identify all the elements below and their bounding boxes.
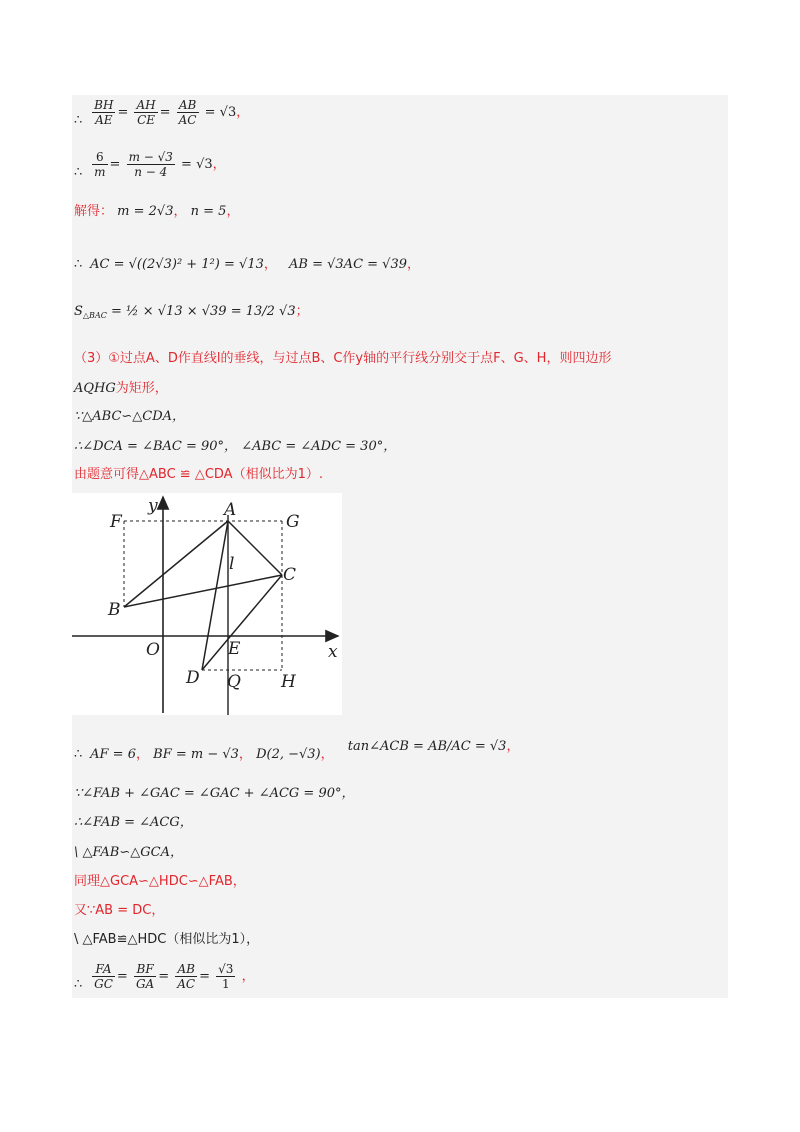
label-l: l (229, 554, 235, 574)
eq-line-11: ∴ AF = 6， BF = m − √3， D(2, −√3)， tan∠ACB = AB/AC = √3， (74, 739, 520, 762)
eq-line-5: $S_{\triangle BAC}$ = ½ × √13 × √39 = 13/2 √3； (74, 304, 309, 320)
coordinate-figure (72, 493, 342, 715)
label-d: D (186, 668, 200, 688)
eq-line-3: 解得： m = 2√3， n = 5， (74, 204, 240, 219)
label-o: O (146, 640, 160, 660)
seg-ab (124, 521, 228, 607)
label-c: C (283, 565, 297, 585)
text-line-9: ∴∠DCA = ∠BAC = 90°， ∠ABC = ∠ADC = 30°， (74, 439, 397, 454)
text-line-17: \ △FAB≌△HDC（相似比为1）， (74, 932, 260, 947)
text-line-6: （3）①过点A、D作直线l的垂线，与过点B、C作y轴的平行线分别交于点F、G、H，则四边形 (74, 351, 612, 366)
text-line-14: \ △FAB∽△GCA， (74, 845, 183, 860)
text-line-16: 又∵AB = DC， (74, 903, 165, 918)
label-q: Q (227, 672, 241, 692)
text-line-10: 由题意可得△ABC ≌ △CDA（相似比为1）. (74, 467, 323, 482)
label-x: x (328, 642, 338, 662)
eq-line-2: ∴ $\frac{6}{m}$ = $\frac{m - √3}{n - 4}$ = √3， (74, 150, 226, 180)
text-line-12: ∵∠FAB + ∠GAC = ∠GAC + ∠ACG = 90°， (74, 786, 355, 801)
text-line-13: ∴∠FAB = ∠ACG， (74, 815, 193, 830)
label-b: B (108, 600, 121, 620)
eq-line-18: ∴ $\frac{FA}{GC}$ = $\frac{BF}{GA}$ = $\frac{AB}{AC}$ = $\frac{√3}{1}$ ， (74, 962, 255, 992)
text-line-7: AQHG为矩形， (74, 381, 168, 396)
figure-svg (72, 493, 342, 715)
label-a: A (224, 500, 237, 520)
label-h: H (281, 672, 296, 692)
eq-line-1: ∴ $\frac{BH}{AE}$ = $\frac{AH}{CE}$ = $\frac{AB}{AC}$ = √3， (74, 98, 250, 128)
seg-ac (228, 521, 282, 575)
eq-line-4: ∴ AC = √((2√3)² + 1²) = √13， AB = √3AC = √39， (74, 257, 421, 272)
seg-ad (202, 521, 228, 670)
label-e: E (228, 639, 241, 659)
label-y: y (148, 496, 158, 516)
label-f: F (110, 512, 122, 532)
text-line-15: 同理△GCA∽△HDC∽△FAB， (74, 874, 246, 889)
label-g: G (286, 512, 300, 532)
text-line-8: ∵△ABC∽△CDA， (74, 409, 186, 424)
